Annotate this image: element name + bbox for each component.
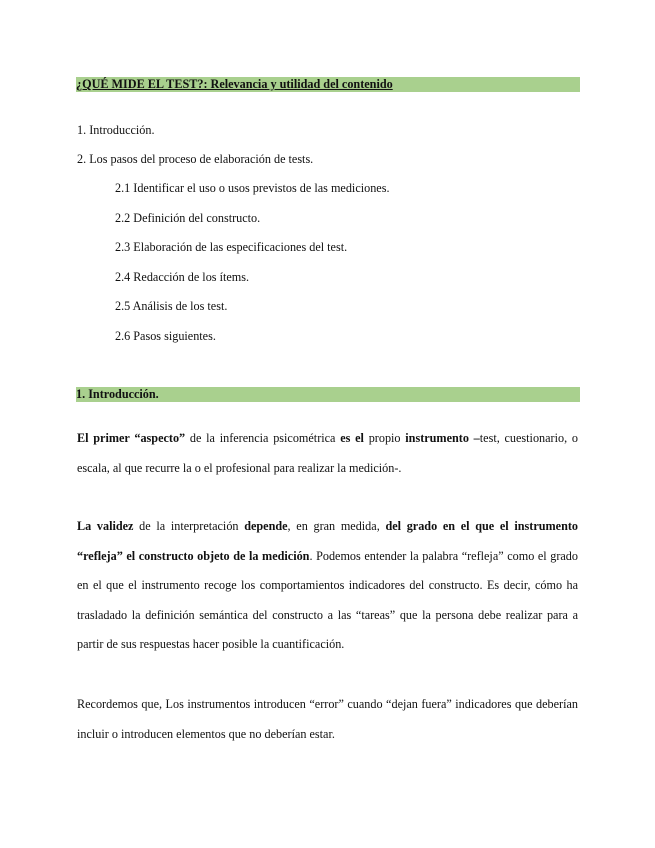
p2-text-interpretacion: de la interpretación xyxy=(133,519,245,533)
p1-text-inferencia: de la inferencia psicométrica xyxy=(185,431,341,445)
toc-subitem-2-1: 2.1 Identificar el uso o usos previstos de las mediciones. xyxy=(115,181,390,195)
p2-text-gran-medida: , en gran medida, xyxy=(287,519,386,533)
paragraph-validez xyxy=(77,512,578,660)
p1-bold-aspecto: El primer “aspecto” xyxy=(77,431,186,445)
document-title: ¿QUÉ MIDE EL TEST?: Relevancia y utilidad del contenido xyxy=(76,77,393,91)
p1-text-propio: propio xyxy=(363,431,406,445)
toc-item-introduccion: 1. Introducción. xyxy=(77,123,155,137)
paragraph-instrumento xyxy=(77,424,578,483)
toc-subitem-2-3: 2.3 Elaboración de las especificaciones del test. xyxy=(115,240,348,254)
toc-subitem-2-6: 2.6 Pasos siguientes. xyxy=(115,329,216,343)
p1-text-test: test, cuestionario, o escala, al que recurre la o el profesional para realizar la medición-. xyxy=(77,431,578,475)
p2-bold-depende: depende xyxy=(244,519,288,533)
section-heading-introduccion: 1. Introducción. xyxy=(76,387,580,402)
paragraph-recordemos: Recordemos que, Los instrumentos introducen “error” cuando “dejan fuera” indicadores que deberían incluir o introducen elementos que no deberían estar. xyxy=(77,697,578,741)
p1-bold-es-el: es el xyxy=(340,431,364,445)
toc-subitem-2-4: 2.4 Redacción de los ítems. xyxy=(115,270,250,284)
p2-bold-la-validez: La validez xyxy=(77,519,134,533)
p2-text-podemos: . Podemos entender la palabra “refleja” como el grado en el que el instrumento recoge los comportamientos indicadores del constructo. Es decir, cómo ha trasladado la definición semántica del constructo a las “tareas” que la persona debe realizar para a partir de sus respuestas hacer posible la cuantificación. xyxy=(77,548,578,652)
p2-bold-grado-refleja: del grado en el que el instrumento “refleja” el constructo objeto de la medición xyxy=(77,519,579,563)
toc-item-pasos: 2. Los pasos del proceso de elaboración de tests. xyxy=(77,152,314,166)
p1-bold-instrumento: instrumento – xyxy=(405,431,480,445)
toc-subitem-2-5: 2.5 Análisis de los test. xyxy=(115,299,228,313)
toc-subitem-2-2: 2.2 Definición del constructo. xyxy=(115,211,261,225)
document-title-heading xyxy=(76,77,580,92)
